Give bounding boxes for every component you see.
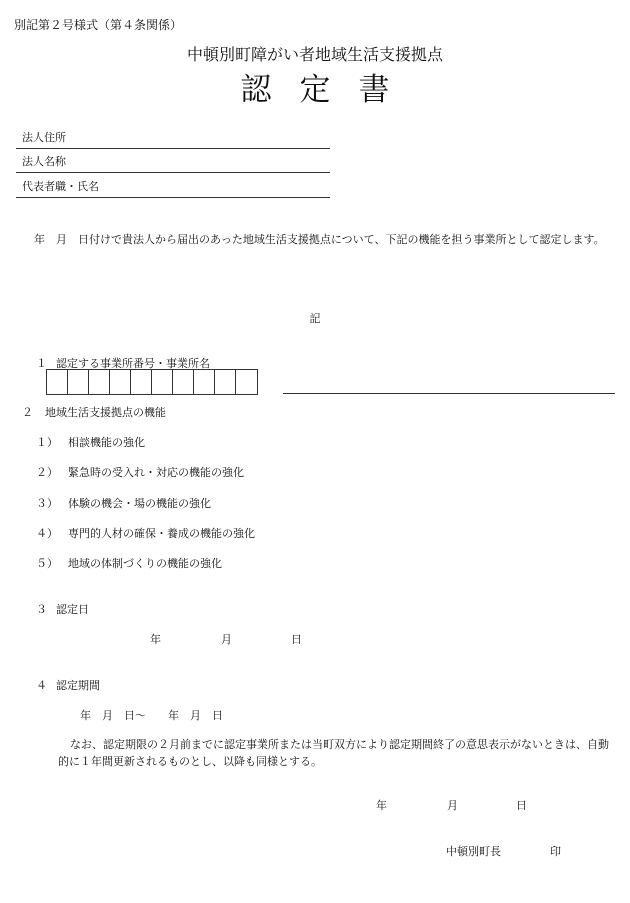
function-5-number: ５） xyxy=(36,557,58,570)
form-number: 別記第２号様式（第４条関係） xyxy=(14,18,183,32)
office-number-digit-box xyxy=(215,370,236,394)
section-2-label: 地域生活支援拠点の機能 xyxy=(45,406,166,419)
office-number-digit-box xyxy=(152,370,173,394)
field-representative xyxy=(16,173,330,198)
office-number-digit-box xyxy=(131,370,152,394)
certification-statement: 年 月 日付けで貴法人から届出のあった地域生活支援拠点について、下記の機能を担う事業所として認定します。 xyxy=(34,233,605,246)
office-number-boxes xyxy=(46,369,258,395)
issue-date-day: 日 xyxy=(516,799,527,812)
function-4-label: 専門的人材の確保・養成の機能の強化 xyxy=(68,527,255,540)
certification-date-year: 年 xyxy=(150,633,161,646)
function-1-label: 相談機能の強化 xyxy=(68,436,145,449)
certification-period: 年 月 日〜 年 月 日 xyxy=(80,709,223,722)
function-2-label: 緊急時の受入れ・対応の機能の強化 xyxy=(68,466,244,479)
field-corporate-address xyxy=(16,124,330,149)
office-number-digit-box xyxy=(47,370,68,394)
function-5-label: 地域の体制づくりの機能の強化 xyxy=(68,557,222,570)
field-corporate-name xyxy=(16,148,330,173)
signer-title: 中頓別町長 xyxy=(446,845,501,858)
section-1-number: １ xyxy=(36,357,47,370)
certification-date-day: 日 xyxy=(291,633,302,646)
office-name-line xyxy=(283,393,615,394)
certification-date-month: 月 xyxy=(221,633,232,646)
document-subtitle: 中頓別町障がい者地域生活支援拠点 xyxy=(186,45,443,64)
section-1-label: 認定する事業所番号・事業所名 xyxy=(56,357,210,370)
function-4-number: ４） xyxy=(36,527,58,540)
function-2-number: ２） xyxy=(36,466,58,479)
function-3-label: 体験の機会・場の機能の強化 xyxy=(68,497,211,510)
field-representative-label: 代表者職・氏名 xyxy=(22,180,99,193)
field-corporate-address-label: 法人住所 xyxy=(22,131,66,144)
section-2-number: ２ xyxy=(22,406,33,419)
field-corporate-name-label: 法人名称 xyxy=(22,155,66,168)
office-number-digit-box xyxy=(68,370,89,394)
office-number-digit-box xyxy=(236,370,257,394)
office-number-digit-box xyxy=(194,370,215,394)
section-4-label: 認定期間 xyxy=(56,679,100,692)
section-3-label: 認定日 xyxy=(56,603,89,616)
section-3-number: ３ xyxy=(36,603,47,616)
function-1-number: １） xyxy=(36,436,58,449)
renewal-note: なお、認定期限の２月前までに認定事業所または当町双方により認定期間終了の意思表示がないときは、自動的に１年間更新されるものとし、以降も同様とする。 xyxy=(58,738,609,768)
section-4-number: ４ xyxy=(36,679,47,692)
office-number-digit-box xyxy=(89,370,110,394)
ki-heading: 記 xyxy=(309,312,321,325)
function-3-number: ３） xyxy=(36,497,58,510)
office-number-digit-box xyxy=(110,370,131,394)
issue-date-year: 年 xyxy=(376,799,387,812)
seal-mark: 印 xyxy=(550,845,561,858)
office-number-digit-box xyxy=(173,370,194,394)
issue-date-month: 月 xyxy=(447,799,458,812)
document-title: 認定書 xyxy=(240,72,418,108)
